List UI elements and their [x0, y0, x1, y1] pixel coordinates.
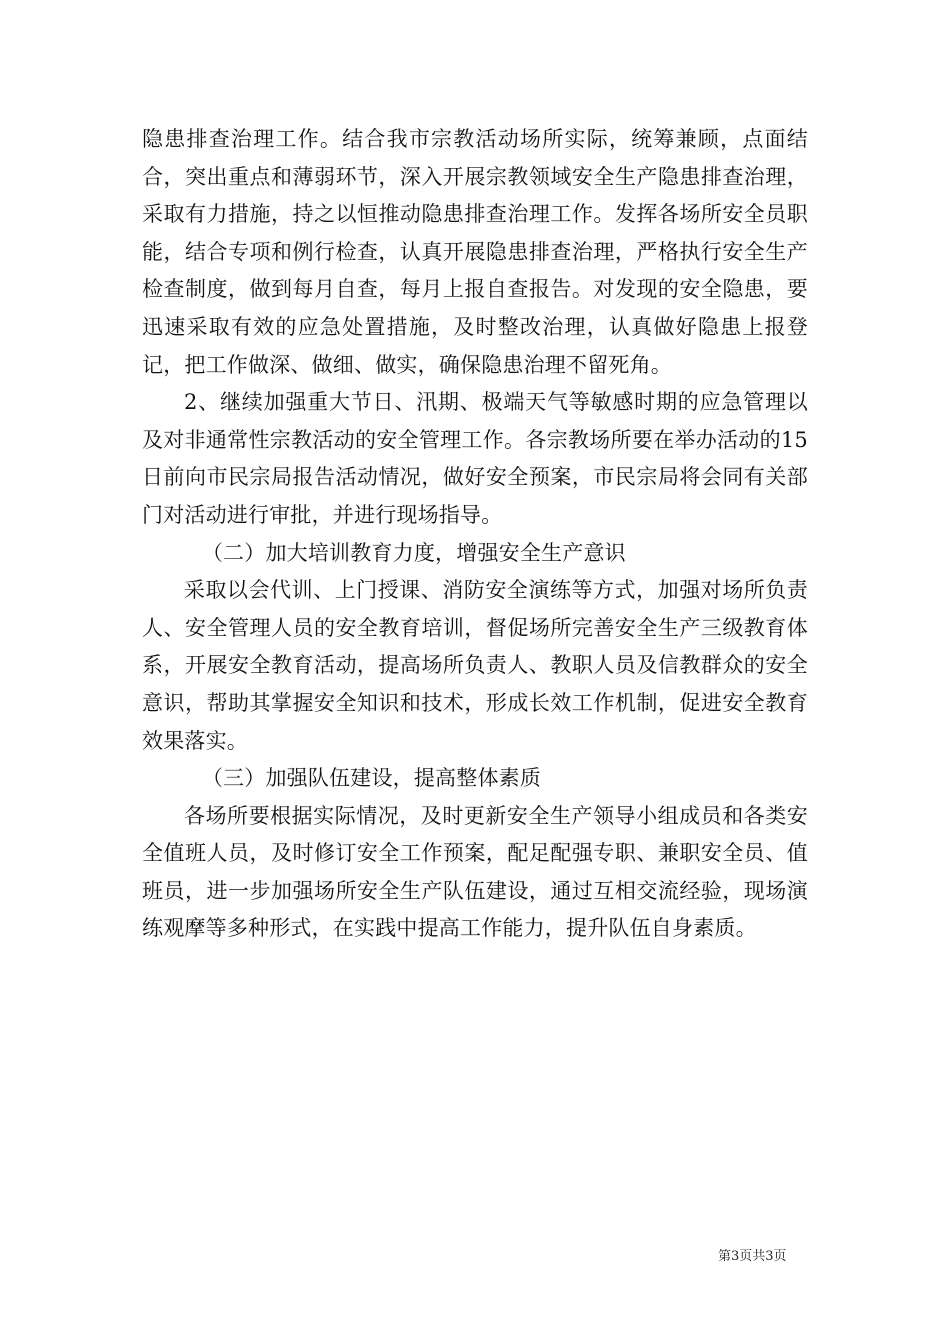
paragraph-training: 采取以会代训、上门授课、消防安全演练等方式，加强对场所负责人、安全管理人员的安全教育培训，督促场所完善安全生产三级教育体系，开展安全教育活动，提高场所负责人、教职人员及信教群众的安全意识，帮助其掌握安全知识和技术，形成长效工作机制，促进安全教育效果落实。: [142, 578, 808, 753]
paragraph-item-2: 2、继续加强重大节日、汛期、极端天气等敏感时期的应急管理以及对非通常性宗教活动的安全管理工作。各宗教场所要在举办活动的15日前向市民宗局报告活动情况，做好安全预案，市民宗局将会同有关部门对活动进行审批，并进行现场指导。: [142, 390, 808, 527]
page-number-footer: 第3页共3页: [718, 1249, 787, 1264]
paragraph-continuation: 隐患排查治理工作。结合我市宗教活动场所实际，统筹兼顾，点面结合，突出重点和薄弱环节，深入开展宗教领域安全生产隐患排查治理，采取有力措施，持之以恒推动隐患排查治理工作。发挥各场所安全员职能，结合专项和例行检查，认真开展隐患排查治理，严格执行安全生产检查制度，做到每月自查，每月上报自查报告。对发现的安全隐患，要迅速采取有效的应急处置措施，及时整改治理，认真做好隐患上报登记，把工作做深、做细、做实，确保隐患治理不留死角。: [142, 127, 808, 377]
section-heading-3: （三）加强队伍建设，提高整体素质: [201, 766, 542, 791]
document-body: [142, 121, 808, 948]
paragraph-team-building: 各场所要根据实际情况，及时更新安全生产领导小组成员和各类安全值班人员，及时修订安全工作预案，配足配强专职、兼职安全员、值班员，进一步加强场所安全生产队伍建设，通过互相交流经验，现场演练观摩等多种形式，在实践中提高工作能力，提升队伍自身素质。: [142, 803, 808, 941]
section-heading-2: （二）加大培训教育力度，增强安全生产意识: [201, 540, 626, 565]
